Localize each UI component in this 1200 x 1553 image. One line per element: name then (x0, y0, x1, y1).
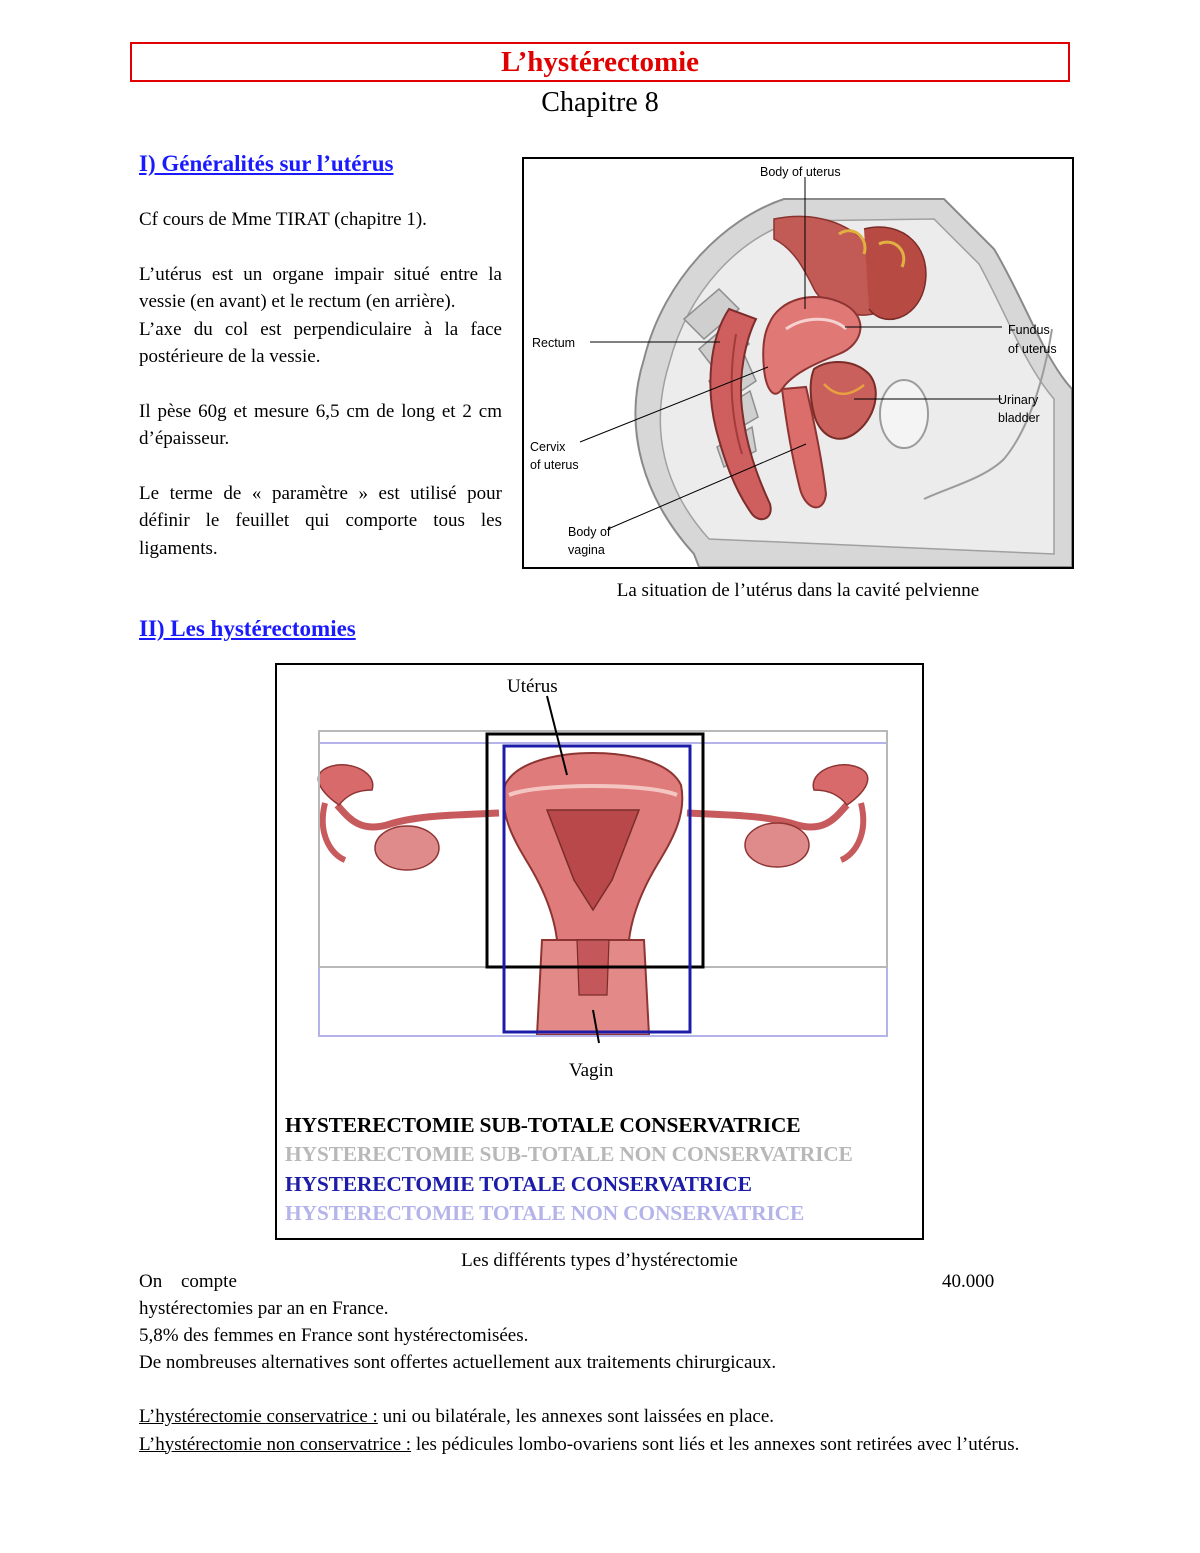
page-title: L’hystérectomie (500, 46, 700, 78)
label-bladder-2: bladder (998, 411, 1040, 425)
stats-line: 5,8% des femmes en France sont hystérectomisées. (139, 1325, 529, 1346)
legend-item-total-nonconservative (285, 1199, 804, 1227)
legend-item-subtotal-conservative (285, 1111, 800, 1139)
chapter-title: Chapitre 8 (541, 87, 659, 118)
definitions-block (139, 1403, 1064, 1458)
definition-item (139, 1431, 1064, 1459)
stats-text: On compte (139, 1271, 237, 1292)
uterus-illustration (277, 665, 922, 1095)
paragraph: Le terme de « paramètre » est utilisé pour définir le feuillet qui comporte tous les ligaments. (139, 482, 502, 559)
paragraph: Cf cours de Mme TIRAT (chapitre 1). (139, 209, 427, 230)
legend-item-subtotal-nonconservative (285, 1140, 853, 1168)
stats-number: 40.000 (942, 1271, 995, 1292)
legend-item-total-conservative (285, 1170, 752, 1198)
definition-term: L’hystérectomie conservatrice : (139, 1406, 378, 1427)
label-body-of-uterus: Body of uterus (760, 165, 841, 179)
title-box (130, 42, 1070, 82)
stats-line: De nombreuses alternatives sont offertes actuellement aux traitements chirurgicaux. (139, 1352, 777, 1373)
section1-body (139, 206, 502, 589)
definition-text: uni ou bilatérale, les annexes sont laissées en place. (377, 1406, 775, 1427)
definition-term: L’hystérectomie non conservatrice : (139, 1433, 412, 1455)
label-rectum: Rectum (532, 336, 576, 350)
paragraph: Il pèse 60g et mesure 6,5 cm de long et 2 cm d’épaisseur. (139, 400, 502, 449)
section1-heading: I) Généralités sur l’utérus (139, 151, 394, 176)
label-vagina-2: vagina (568, 543, 605, 557)
label-vagina-1: Body of (568, 525, 611, 539)
section2-heading: II) Les hystérectomies (139, 616, 356, 641)
figure1-caption: La situation de l’utérus dans la cavité pelvienne (616, 580, 980, 601)
label-vagina: Vagin (569, 1060, 614, 1081)
hysterectomy-types-figure (275, 663, 924, 1240)
paragraph: L’utérus est un organe impair situé entre la vessie (en avant) et le rectum (en arrière). (139, 263, 502, 312)
definition-text: les pédicules lombo-ovariens sont liés et les annexes sont retirées avec l’utérus. (411, 1433, 1020, 1455)
label-cervix-1: Cervix (530, 440, 566, 454)
label-bladder-1: Urinary (998, 393, 1039, 407)
statistics-block (139, 1268, 1064, 1376)
definition-item (139, 1403, 1064, 1431)
label-fundus-2: of uterus (1008, 342, 1057, 356)
label-cervix-2: of uterus (530, 458, 579, 472)
figure2-caption: Les différents types d’hystérectomie (461, 1250, 738, 1271)
paragraph: L’axe du col est perpendiculaire à la face postérieure de la vessie. (139, 318, 502, 367)
label-fundus-1: Fundus (1008, 323, 1050, 337)
legend-text: HYSTERECTOMIE TOTALE CONSERVATRICE (285, 1172, 752, 1196)
legend-text: HYSTERECTOMIE SUB-TOTALE CONSERVATRICE (285, 1113, 801, 1137)
legend-text: HYSTERECTOMIE SUB-TOTALE NON CONSERVATRICE (285, 1142, 853, 1166)
stats-line (139, 1268, 1064, 1295)
pelvic-anatomy-figure (522, 157, 1074, 569)
label-uterus: Utérus (507, 676, 558, 697)
legend-text: HYSTERECTOMIE TOTALE NON CONSERVATRICE (285, 1201, 805, 1225)
pelvic-anatomy-illustration (524, 159, 1072, 567)
stats-line: hystérectomies par an en France. (139, 1298, 389, 1319)
